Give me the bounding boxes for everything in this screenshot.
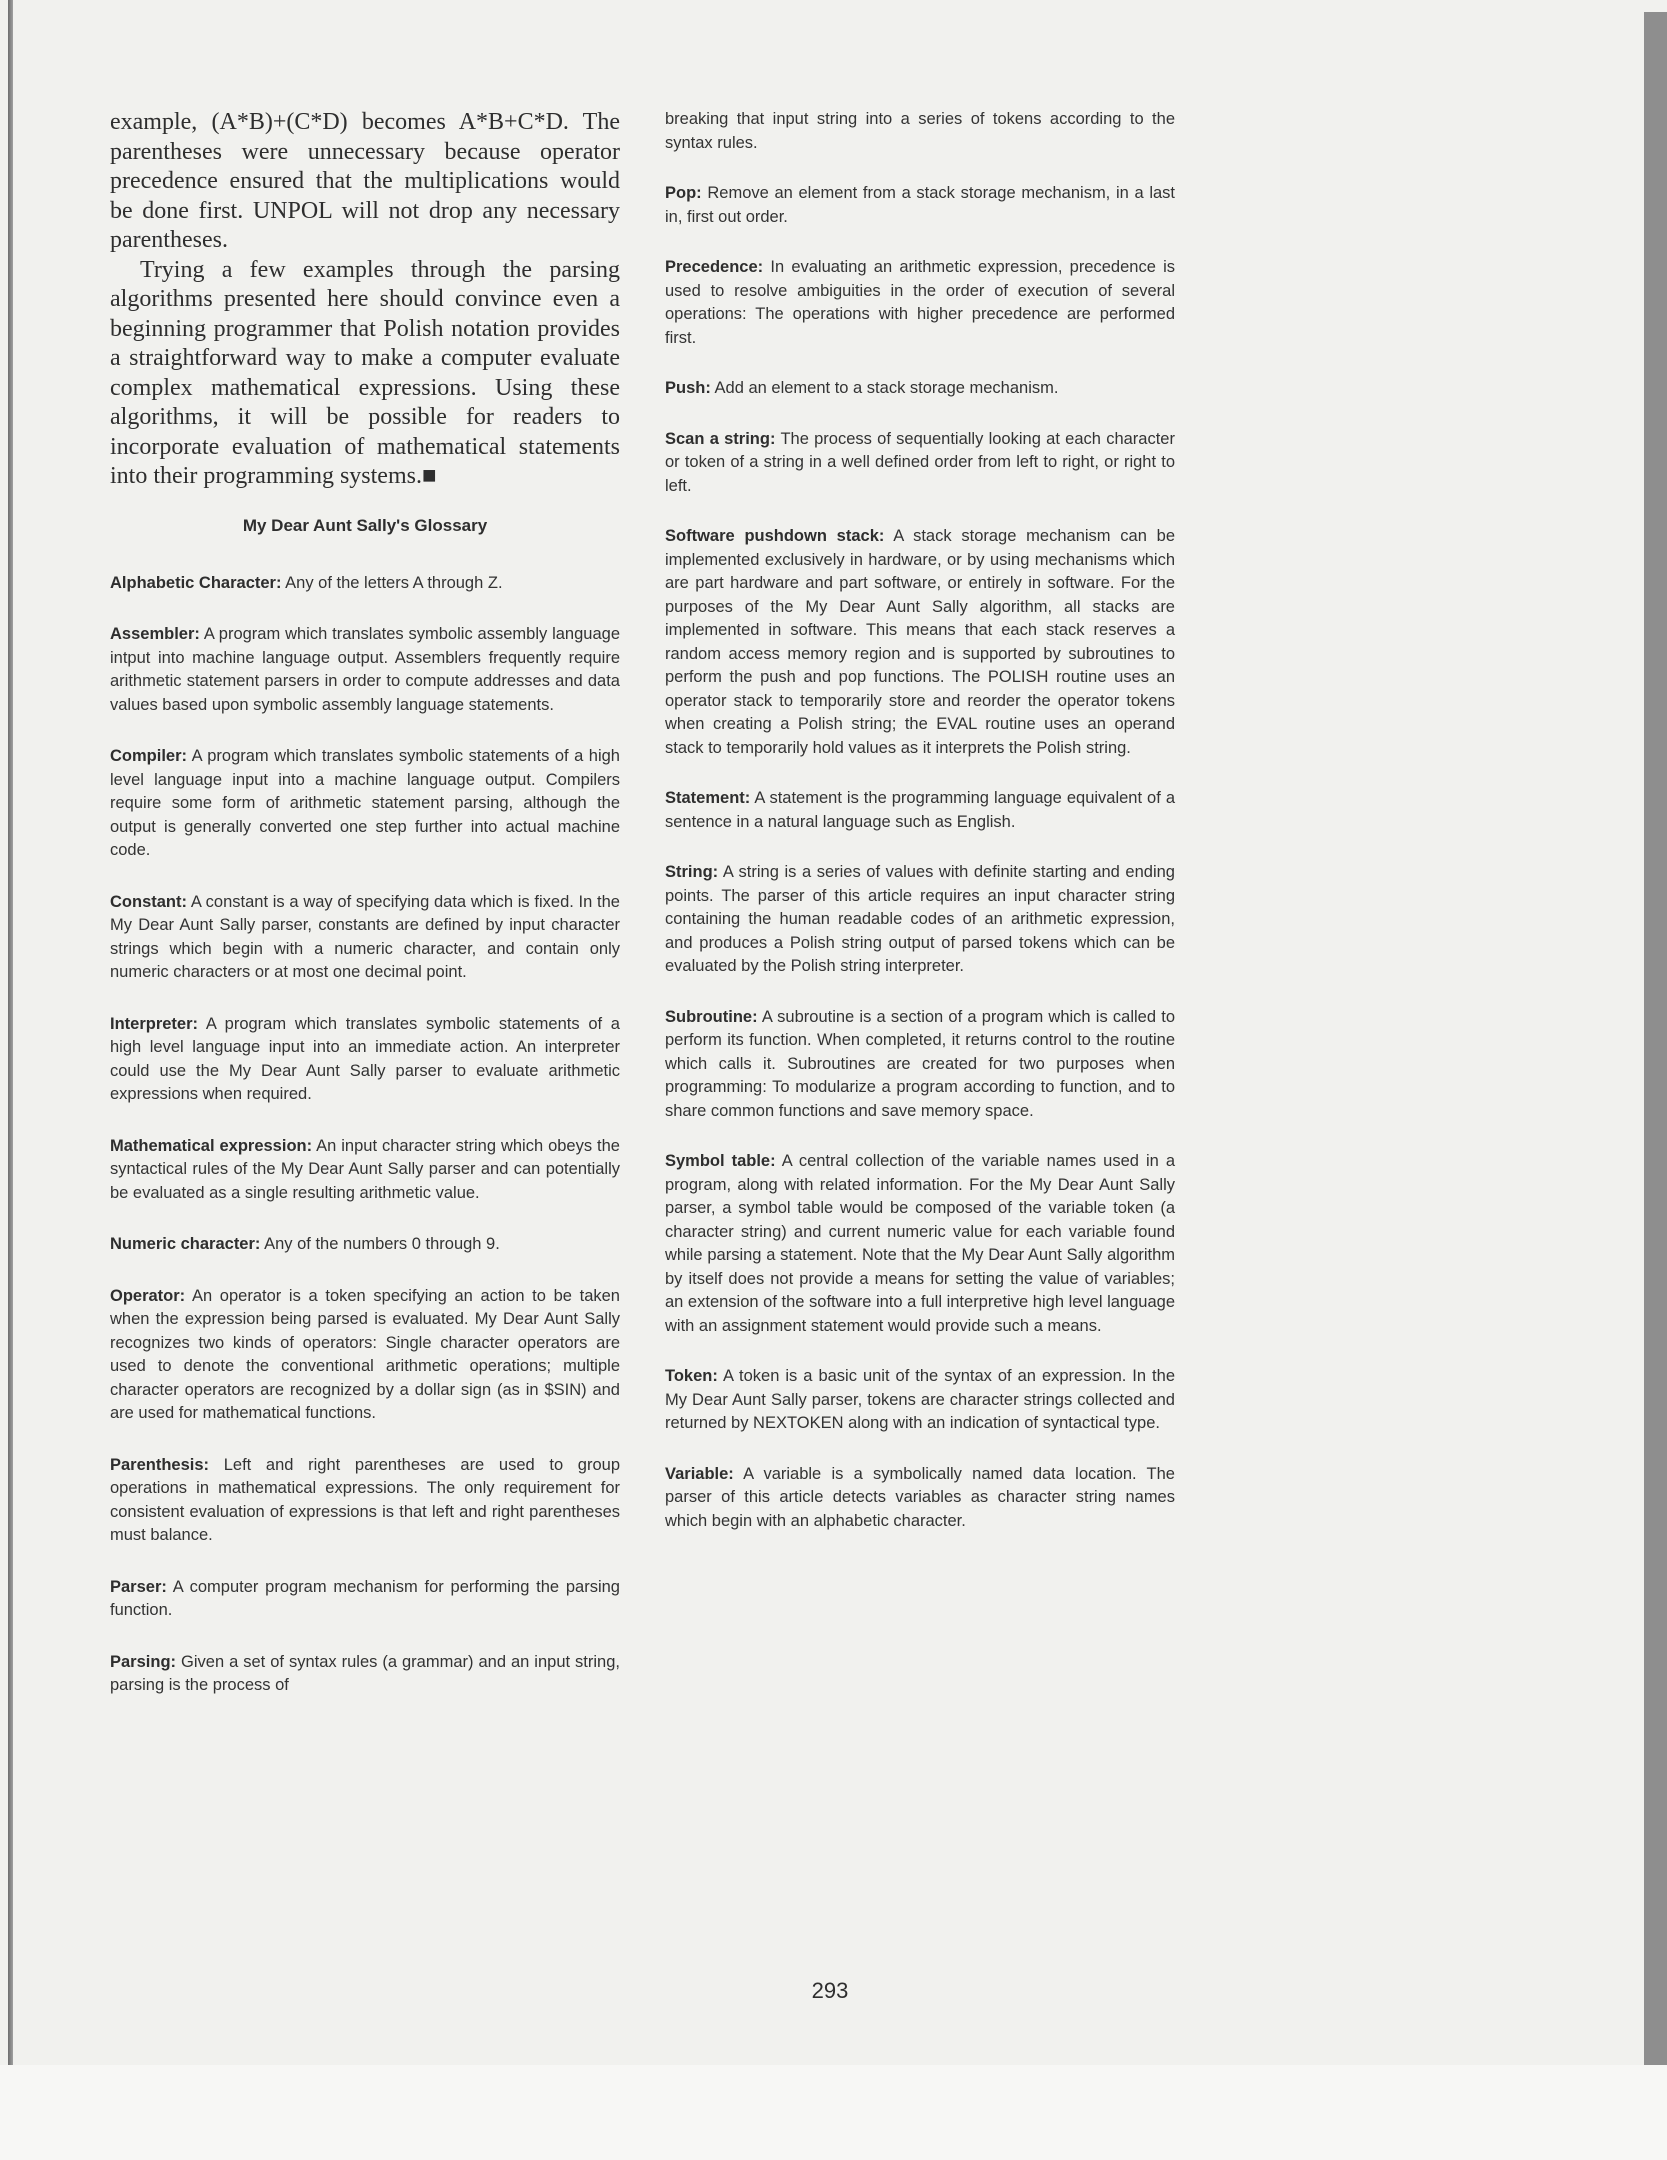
glossary-definition: An input character string which obeys the syntactical rules of the My Dear Aunt Sally parser and can potentially be evaluated as a single resulting arithmetic value. (110, 1136, 620, 1202)
glossary-entry (665, 256, 1175, 350)
glossary-term: Operator: (110, 1286, 186, 1305)
glossary-term: Compiler: (110, 747, 188, 765)
glossary-entry (110, 1013, 620, 1107)
glossary-definition: Given a set of syntax rules (a grammar) and an input string, parsing is the process of (110, 1652, 620, 1694)
glossary-term: Push: (665, 379, 711, 397)
glossary-definition: A subroutine is a section of a program which is called to perform its function. When completed, it returns control to the routine which calls it. Subroutines are created for two purposes when programming: To modularize a program according to function, and to share common functions and save memory space. (665, 1007, 1175, 1120)
glossary-entry (665, 1150, 1175, 1338)
left-column (110, 108, 620, 1726)
glossary-definition: A program which translates symbolic statements of a high level language input into an immediate action. An interpreter could use the My Dear Aunt Sally parser to evaluate arithmetic expressions when required. (110, 1014, 620, 1103)
glossary-definition: Any of the letters A through Z. (285, 573, 503, 592)
glossary-term: Statement: (665, 789, 751, 807)
glossary-term: Precedence: (665, 258, 764, 276)
glossary-definition: A program which translates symbolic statements of a high level language input into a machine language output. Compilers require some form of arithmetic statement parsing, although the output is generally converted one step further into actual machine code. (110, 747, 620, 859)
glossary-entry (110, 1233, 620, 1257)
glossary-entry (110, 1576, 620, 1623)
parsing-continuation: breaking that input string into a series of tokens according to the syntax rules. (665, 110, 1175, 152)
glossary-term: Software pushdown stack: (665, 527, 885, 545)
glossary-definition: Left and right parentheses are used to group operations in mathematical expressions. The only requirement for consistent evaluation of expressions is that left and right parentheses must balance. (110, 1455, 620, 1544)
glossary-entry (110, 572, 620, 596)
glossary-definition: The process of sequentially looking at each character or token of a string in a well defined order from left to right, or right to left. (665, 429, 1175, 495)
glossary-definition: A computer program mechanism for performing the parsing function. (110, 1577, 620, 1619)
glossary-term: Scan a string: (665, 429, 776, 448)
glossary-entry (110, 1454, 620, 1548)
glossary-term: Interpreter: (110, 1014, 199, 1033)
glossary-left-list (110, 572, 620, 1698)
glossary-definition: Add an element to a stack storage mechanism. (714, 379, 1059, 397)
glossary-term: Mathematical expression: (110, 1136, 313, 1155)
intro-paragraph-1: example, (A*B)+(C*D) becomes A*B+C*D. The parentheses were unnecessary because operator precedence ensured that the multiplications would be done first. UNPOL will not drop any necessary parentheses. (110, 109, 620, 253)
glossary-definition: A string is a series of values with definite starting and ending points. The parser of this article requires an input character string containing the human readable codes of an arithmetic expression, and produces a Polish string output of parsed tokens which can be evaluated by the Polish string interpreter. (665, 863, 1175, 975)
glossary-entry (110, 891, 620, 985)
glossary-entry (665, 1365, 1175, 1436)
glossary-term: Alphabetic Character: (110, 573, 282, 592)
glossary-term: Symbol table: (665, 1152, 776, 1170)
glossary-term: String: (665, 863, 719, 881)
glossary-entry (665, 525, 1175, 760)
glossary-entry (665, 861, 1175, 979)
page-number: 293 (811, 1978, 849, 2003)
glossary-definition: Remove an element from a stack storage mechanism, in a last in, first out order. (665, 184, 1175, 226)
glossary-entry (665, 1463, 1175, 1534)
intro-paragraph-2-text: Trying a few examples through the parsing algorithms presented here should convince even a beginning programmer that Polish notation provides a straightforward way to make a computer evaluate complex mathematical expressions. Using these algorithms, it will be possible for readers to incorporate evaluation of mathematical statements into their programming systems. (110, 256, 620, 489)
glossary-definition: A constant is a way of specifying data which is fixed. In the My Dear Aunt Sally parser, constants are defined by input character strings which begin with a numeric character, and contain only numeric characters or at most one decimal point. (110, 892, 620, 981)
glossary-definition: A statement is the programming language equivalent of a sentence in a natural language such as English. (665, 789, 1175, 831)
glossary-term: Subroutine: (665, 1007, 758, 1026)
glossary-right-list (665, 182, 1175, 1533)
glossary-entry (665, 377, 1175, 401)
intro-paragraph-2 (110, 256, 620, 492)
glossary-term: Pop: (665, 184, 702, 202)
glossary-term: Parser: (110, 1577, 167, 1596)
glossary-heading: My Dear Aunt Sally's Glossary (242, 515, 488, 535)
glossary-term: Constant: (110, 892, 187, 911)
glossary-entry (110, 1135, 620, 1206)
page-right-edge (1644, 12, 1667, 2065)
glossary-definition: A token is a basic unit of the syntax of an expression. In the My Dear Aunt Sally parser, tokens are character strings collected and returned by NEXTOKEN along with an indication of syntactical type. (665, 1367, 1175, 1432)
glossary-entry (665, 1006, 1175, 1124)
glossary-term: Parsing: (110, 1652, 177, 1671)
glossary-entry (665, 787, 1175, 834)
glossary-entry (110, 745, 620, 863)
glossary-definition: In evaluating an arithmetic expression, precedence is used to resolve ambiguities in the order of execution of several operations: The operations with higher precedence are performed first. (665, 258, 1175, 347)
page-bottom-margin (0, 2065, 1667, 2160)
glossary-definition: A central collection of the variable names used in a program, along with related information. For the My Dear Aunt Sally parser, a symbol table would be composed of the variable token (a character string) and current numeric value for each variable found while parsing a statement. Note that the My Dear Aunt Sally algorithm by itself does not provide a means for setting the value of variables; an extension of the software into a full interpretive high level language with an assignment statement would provide such a means. (665, 1152, 1175, 1335)
glossary-definition: A stack storage mechanism can be implemented exclusively in hardware, or by using mechanisms which are part hardware and part software, or entirely in software. For the purposes of the My Dear Aunt Sally algorithm, all stacks are implemented in software. This means that each stack reserves a random access memory region and is supported by subroutines to perform the push and pop functions. The POLISH routine uses an operator stack to temporarily store and reorder the operator tokens when creating a Polish string; the EVAL routine uses an operand stack to temporarily hold values as it interprets the Polish string. (665, 527, 1175, 757)
glossary-term: Numeric character: (110, 1235, 261, 1253)
glossary-term: Assembler: (110, 625, 200, 643)
glossary-entry (665, 182, 1175, 229)
page-left-edge (8, 0, 13, 2065)
glossary-definition: Any of the numbers 0 through 9. (264, 1235, 500, 1253)
glossary-entry (110, 1651, 620, 1698)
glossary-term: Parenthesis: (110, 1455, 210, 1474)
glossary-entry (665, 428, 1175, 499)
article-conclusion (110, 108, 620, 492)
glossary-entry (110, 623, 620, 717)
end-mark-icon: ■ (421, 463, 437, 489)
right-column (665, 108, 1175, 1560)
glossary-definition: A program which translates symbolic assembly language intput into machine language output. Assemblers frequently require arithmetic statement parsers in order to compute addresses and data values based upon symbolic assembly language statements. (110, 625, 620, 714)
glossary-definition: A variable is a symbolically named data location. The parser of this article detects variables as character string names which begin with an alphabetic character. (665, 1464, 1175, 1530)
glossary-term: Variable: (665, 1464, 734, 1483)
glossary-definition: An operator is a token specifying an action to be taken when the expression being parsed is evaluated. My Dear Aunt Sally recognizes two kinds of operators: Single character operators are used to denote the conventional arithmetic operations; multiple character operators are recognized by a dollar sign (as in $SIN) and are used for mathematical functions. (110, 1286, 620, 1422)
glossary-term: Token: (665, 1367, 718, 1385)
glossary-entry (110, 1285, 620, 1426)
